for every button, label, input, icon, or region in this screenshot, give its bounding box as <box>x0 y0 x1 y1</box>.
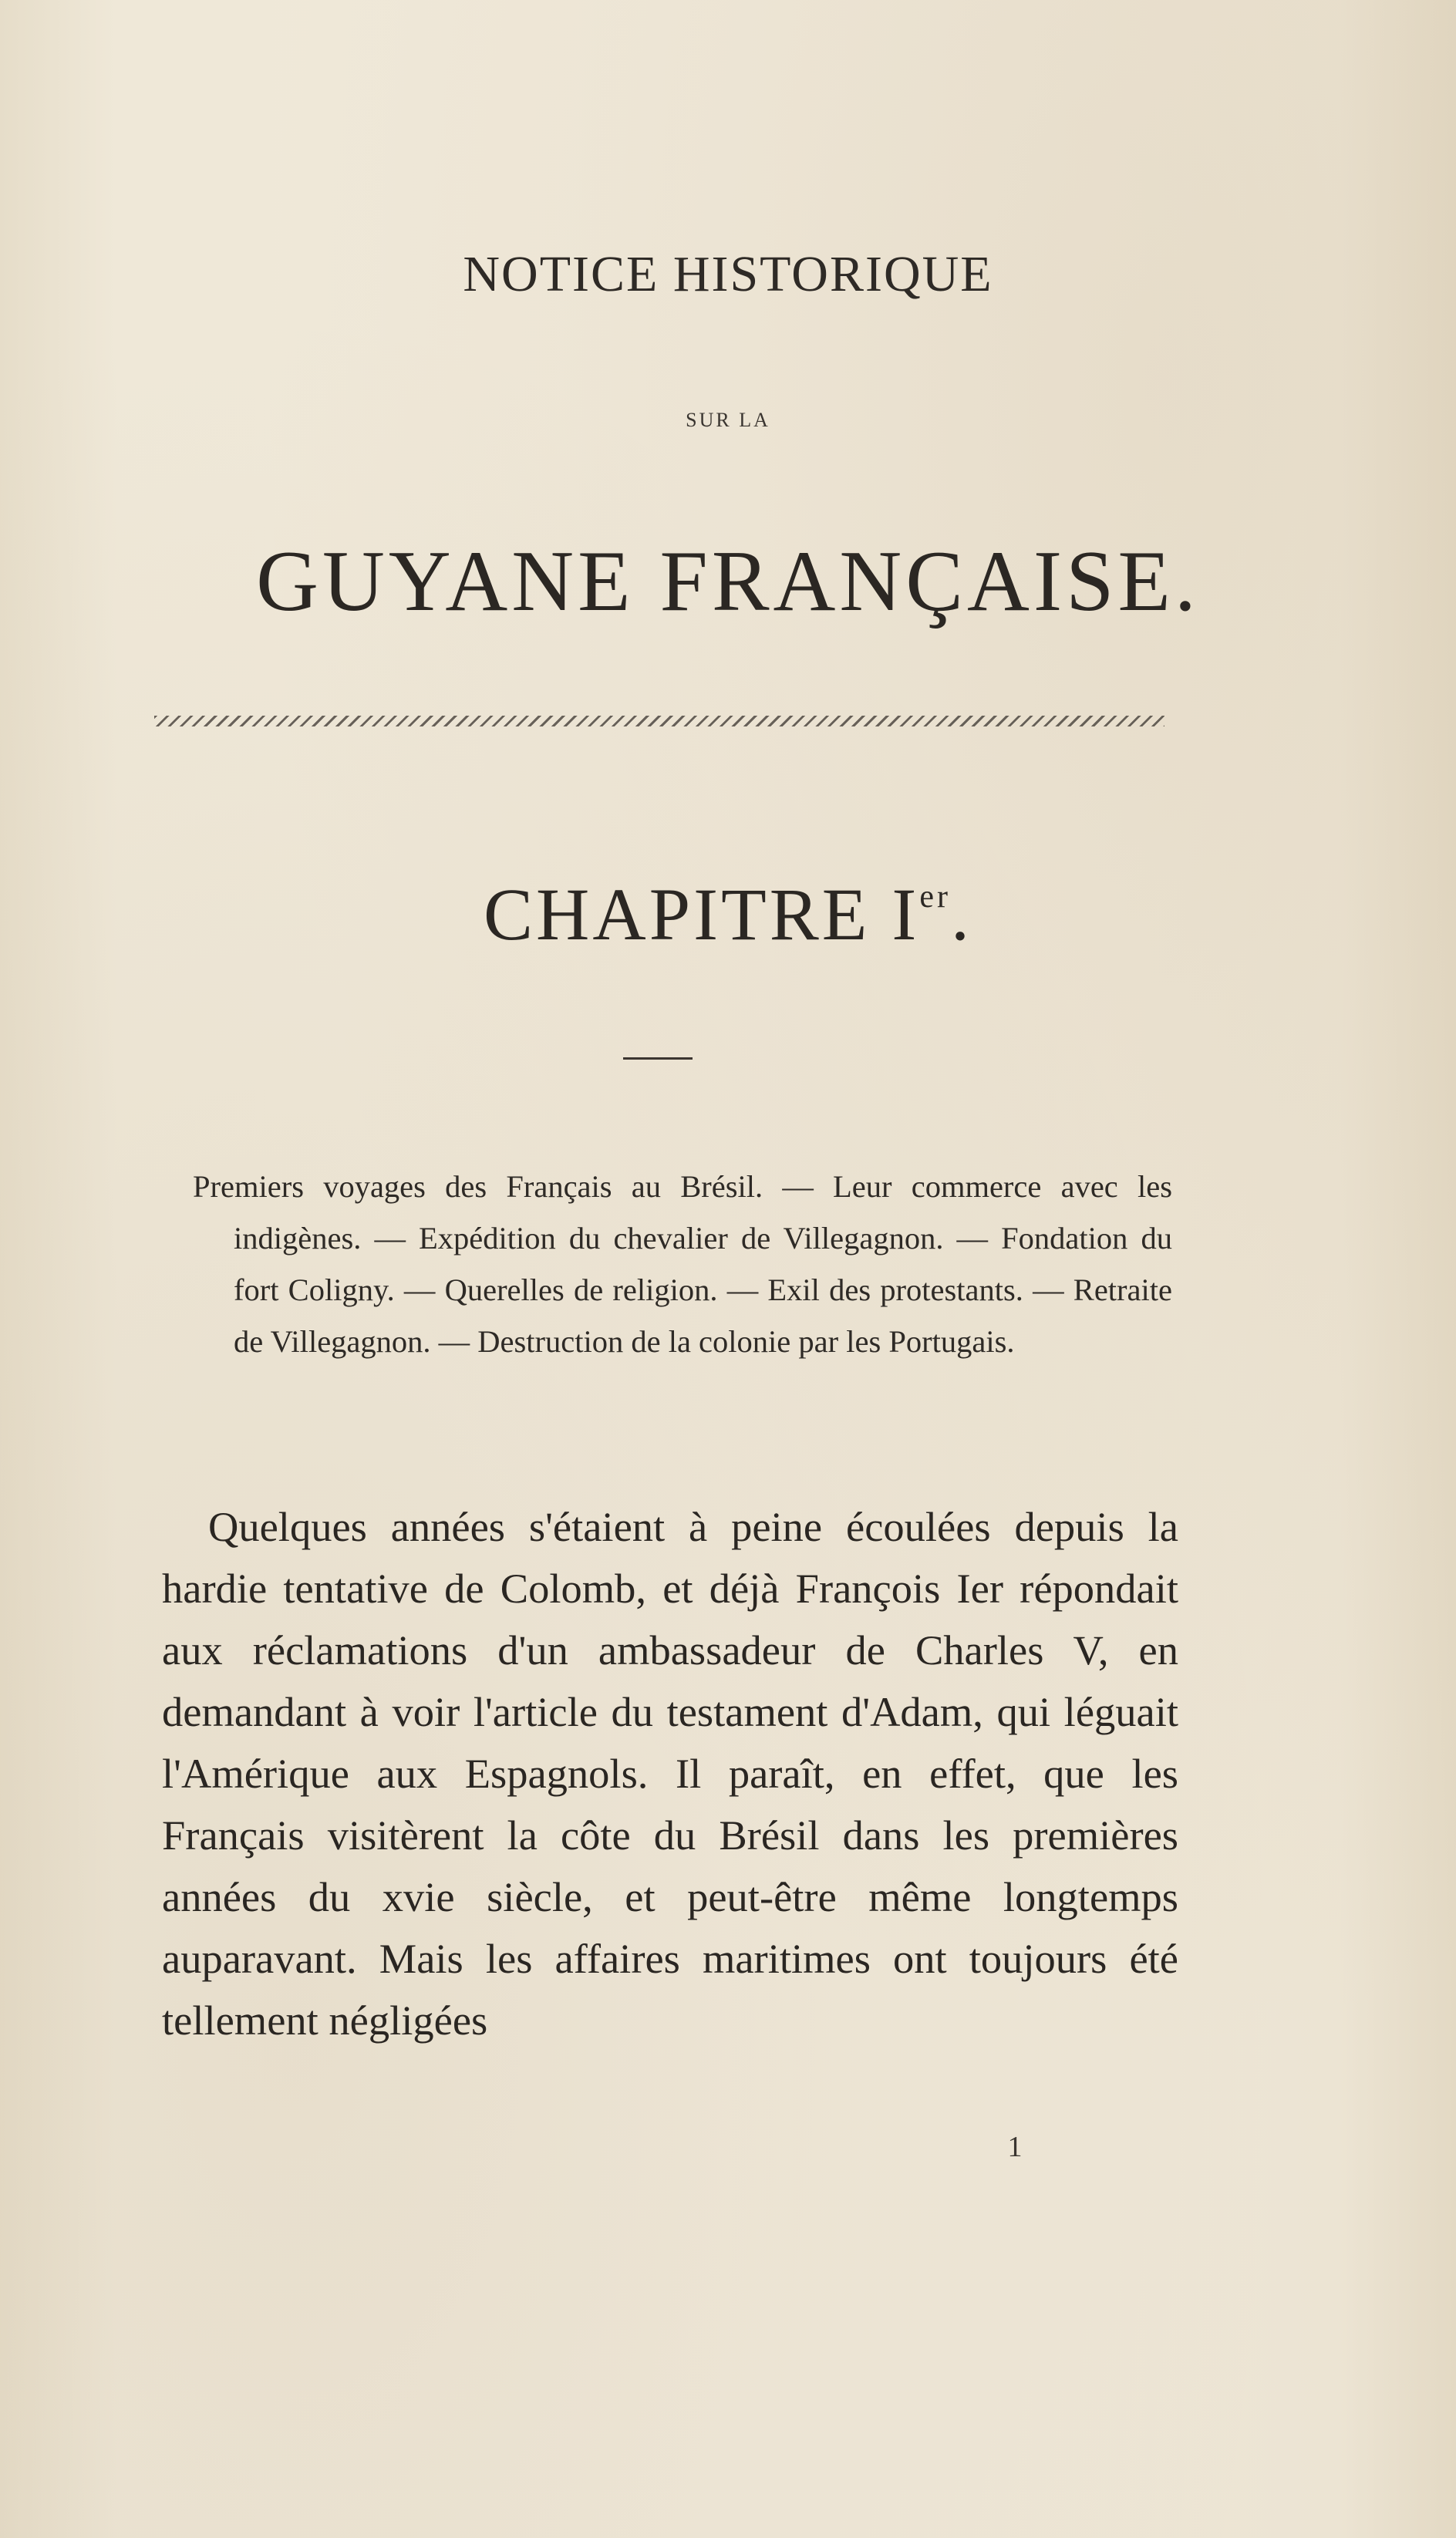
ornamental-rule <box>154 716 1164 726</box>
notice-title: NOTICE HISTORIQUE <box>463 246 993 302</box>
sur-la-label: SUR LA <box>686 409 770 431</box>
main-title: GUYANE FRANÇAISE. <box>256 534 1200 629</box>
chapter-heading <box>0 871 1456 957</box>
chapter-title-superscript: er <box>919 879 951 915</box>
chapter-title-period: . <box>950 873 972 956</box>
page-signature: 1 <box>1007 2131 1023 2163</box>
chapter-title: CHAPITRE I <box>484 873 920 956</box>
chapter-summary: Premiers voyages des Français au Brésil. — Leur commerce avec les indigènes. — Expédition du chevalier de Villegagnon. — Fondation du fort Coligny. — Querelles de religion. — Exil des protestants. — Retraite de Villegagnon. — Destruction de la colonie par les Portugais. <box>193 1169 1172 1359</box>
short-divider <box>623 1057 693 1060</box>
body-paragraph: Quelques années s'étaient à peine écoulées depuis la hardie tentative de Colomb, et déjà François Ier répondait aux réclamations d'un ambassadeur de Charles V, en demandant à voir l'article du testament d'Adam, qui léguait l'Amérique aux Espagnols. Il paraît, en effet, que les Français visitèrent la côte du Brésil dans les premières années du xvie siècle, et peut-être même longtemps auparavant. Mais les affaires maritimes ont toujours été tellement négligées <box>162 1503 1178 2044</box>
